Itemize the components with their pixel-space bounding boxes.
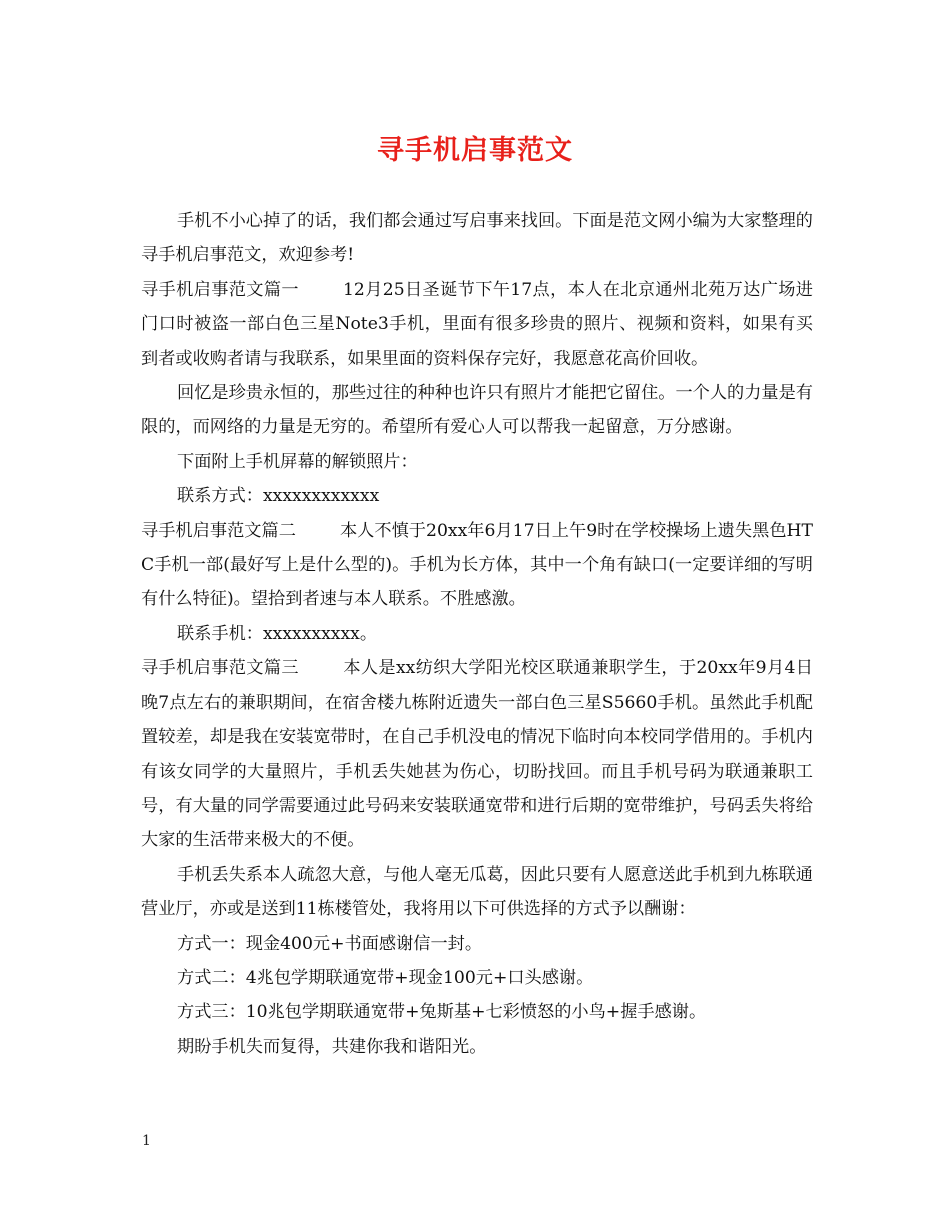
paragraph-sample-2: [141, 514, 813, 617]
paragraph-contact-1: 联系方式：xxxxxxxxxxxx: [177, 486, 380, 507]
paragraph-sample-3: [141, 651, 813, 857]
paragraph-reward-intro: 手机丢失系本人疏忽大意，与他人毫无瓜葛，因此只要有人愿意送此手机到九栋联通营业厅，亦或是送到11栋楼管处，我将用以下可供选择的方式予以酬谢：: [141, 864, 813, 920]
paragraph-intro: 手机不小心掉了的话，我们都会通过写启事来找回。下面是范文网小编为大家整理的寻手机启事范文，欢迎参考!: [141, 211, 813, 266]
paragraph-unlock-photo: 下面附上手机屏幕的解锁照片：: [177, 451, 418, 472]
section-heading-1: 寻手机启事范文篇一: [141, 279, 299, 300]
paragraph-reward-option-3: 方式三：10兆包学期联通宽带+兔斯基+七彩愤怒的小鸟+握手感谢。: [177, 1002, 707, 1023]
paragraph-contact-2: 联系手机：xxxxxxxxxx。: [177, 623, 378, 644]
paragraph-closing: 期盼手机失而复得，共建你我和谐阳光。: [177, 1036, 487, 1057]
paragraph-sample-1: [141, 273, 813, 376]
document-body: [141, 204, 813, 1064]
paragraph-sample-2-text: 本人不慎于20xx年6月17日上午9时在学校操场上遗失黑色HTC手机一部(最好写上是什么型的)。手机为长方体，其中一个角有缺口(一定要详细的写明有什么特征)。望拾到者速与本人联系。不胜感激。: [141, 520, 813, 610]
page-number: 1: [142, 1133, 151, 1149]
paragraph-reward-option-1: 方式一：现金400元+书面感谢信一封。: [177, 933, 483, 954]
paragraph-memory: 回忆是珍贵永恒的，那些过往的种种也许只有照片才能把它留住。一个人的力量是有限的，而网络的力量是无穷的。希望所有爱心人可以帮我一起留意，万分感谢。: [141, 383, 813, 438]
page-title: 寻手机启事范文: [377, 135, 573, 166]
paragraph-sample-1-text: 12月25日圣诞节下午17点，本人在北京通州北苑万达广场进门口时被盗一部白色三星Note3手机，里面有很多珍贵的照片、视频和资料，如果有买到者或收购者请与我联系，如果里面的资料保存完好，我愿意花高价回收。: [141, 279, 813, 369]
paragraph-reward-option-2: 方式二：4兆包学期联通宽带+现金100元+口头感谢。: [177, 967, 594, 988]
section-heading-2: 寻手机启事范文篇二: [141, 520, 296, 541]
section-heading-3: 寻手机启事范文篇三: [141, 658, 299, 679]
paragraph-sample-3-text: 本人是xx纺织大学阳光校区联通兼职学生，于20xx年9月4日晚7点左右的兼职期间，在宿舍楼九栋附近遗失一部白色三星S5660手机。虽然此手机配置较差，却是我在安装宽带时，在自己手机没电的情况下临时向本校同学借用的。手机内有该女同学的大量照片，手机丢失她甚为伤心，切盼找回。而且手机号码为联通兼职工号，有大量的同学需要通过此号码来安装联通宽带和进行后期的宽带维护，号码丢失将给大家的生活带来极大的不便。: [141, 658, 813, 851]
